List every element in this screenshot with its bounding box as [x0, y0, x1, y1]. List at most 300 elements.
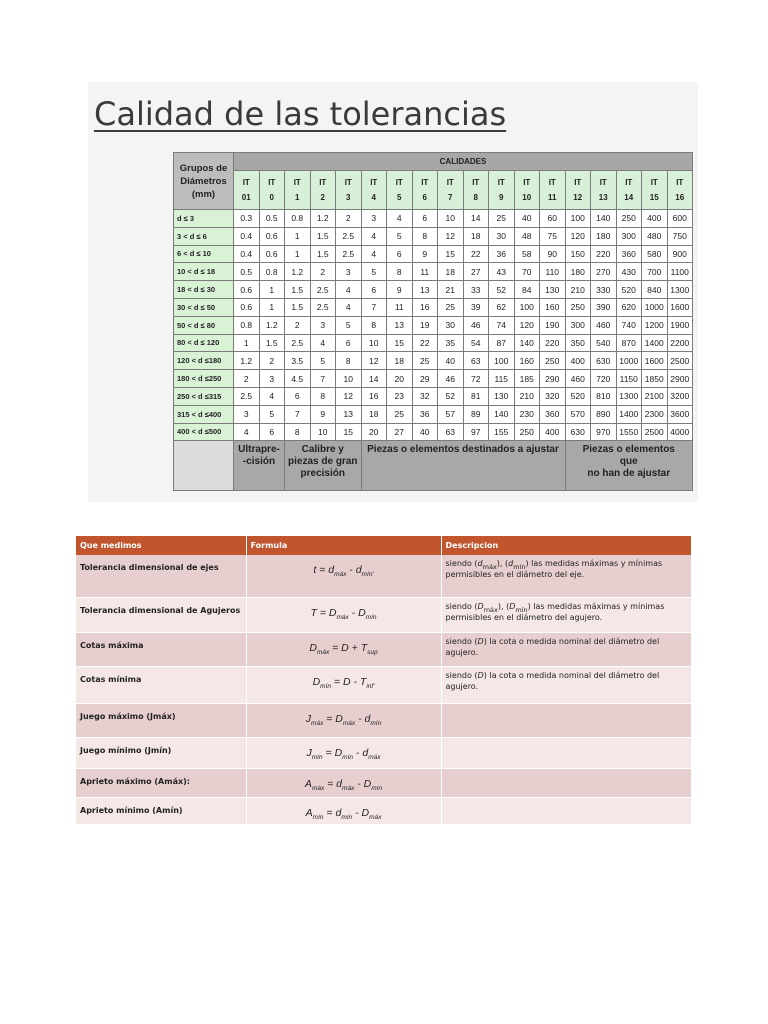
tolerance-row	[174, 281, 693, 299]
tolerance-value: 540	[591, 334, 617, 352]
grade-header: IT 13	[591, 171, 617, 210]
tolerance-value: 2500	[667, 352, 693, 370]
tolerance-value: 5	[310, 352, 336, 370]
diameter-range: 6 < d ≤ 10	[174, 245, 234, 263]
tolerance-value: 1.5	[259, 334, 285, 352]
grade-header: IT 5	[387, 171, 413, 210]
tolerance-value: 140	[591, 210, 617, 228]
tolerance-value: 520	[565, 387, 591, 405]
tolerance-value: 57	[438, 405, 464, 423]
tolerance-value: 1550	[616, 423, 642, 441]
tolerance-value: 60	[540, 210, 566, 228]
tolerance-value: 33	[463, 281, 489, 299]
header-what: Que medimos	[76, 536, 246, 555]
tolerance-value: 63	[438, 423, 464, 441]
tolerance-value: 3	[361, 210, 387, 228]
tolerance-value: 3	[336, 263, 362, 281]
tolerance-value: 40	[514, 210, 540, 228]
tolerance-value: 25	[489, 210, 515, 228]
tolerance-value: 1850	[642, 370, 668, 388]
diameter-range: 180 < d ≤250	[174, 370, 234, 388]
tolerance-value: 0.4	[234, 245, 260, 263]
formula-cell	[246, 555, 441, 597]
tolerance-row	[174, 298, 693, 316]
tolerance-value: 54	[463, 334, 489, 352]
tolerance-value: 12	[361, 352, 387, 370]
tolerance-value: 25	[387, 405, 413, 423]
tolerance-value: 1.2	[310, 210, 336, 228]
tolerance-value: 84	[514, 281, 540, 299]
tolerance-value: 25	[438, 298, 464, 316]
tolerance-value: 700	[642, 263, 668, 281]
subscript: máx	[483, 605, 498, 614]
grade-header: IT 10	[514, 171, 540, 210]
text-fragment: A	[304, 777, 312, 790]
grade-header: IT 16	[667, 171, 693, 210]
tolerance-value: 6	[336, 334, 362, 352]
subscript: máx	[482, 563, 497, 571]
tolerance-value: 360	[540, 405, 566, 423]
tolerance-row	[174, 423, 693, 441]
tolerance-value: 350	[565, 334, 591, 352]
subscript: máx	[336, 613, 349, 621]
tolerance-value: 8	[387, 263, 413, 281]
text-fragment: = D	[323, 712, 343, 725]
tolerance-value: 1.2	[234, 352, 260, 370]
description-cell	[441, 797, 691, 824]
grade-header-row	[174, 171, 693, 210]
tolerance-value: 5	[259, 405, 285, 423]
tolerance-value: 75	[540, 227, 566, 245]
tolerance-value: 360	[616, 245, 642, 263]
tolerance-value: 70	[514, 263, 540, 281]
tolerance-value: 5	[336, 316, 362, 334]
tolerance-value: 4	[336, 281, 362, 299]
tolerance-value: 210	[565, 281, 591, 299]
formula-row	[76, 768, 691, 797]
tolerance-value: 870	[616, 334, 642, 352]
tolerance-row	[174, 387, 693, 405]
formula-cell	[246, 703, 441, 737]
grade-header: IT 11	[540, 171, 566, 210]
tolerance-value: 1150	[616, 370, 642, 388]
tolerance-value: 25	[412, 352, 438, 370]
formula-cell	[246, 597, 441, 632]
tolerance-value: 1000	[642, 298, 668, 316]
tolerance-value: 4	[387, 210, 413, 228]
tolerance-value: 6	[387, 245, 413, 263]
tolerance-value: 155	[489, 423, 515, 441]
tolerance-value: 18	[438, 263, 464, 281]
description-cell	[441, 703, 691, 737]
formulas-table	[76, 536, 692, 825]
tolerance-value: 2	[234, 370, 260, 388]
tolerance-value: 10	[438, 210, 464, 228]
tolerance-value: 30	[489, 227, 515, 245]
tolerance-value: 6	[285, 387, 311, 405]
tolerance-value: 12	[336, 387, 362, 405]
tolerance-value: 22	[412, 334, 438, 352]
tolerance-value: 2.5	[234, 387, 260, 405]
tolerance-value: 9	[412, 245, 438, 263]
tolerance-value: 23	[387, 387, 413, 405]
tolerance-value: 13	[412, 281, 438, 299]
tolerance-value: 970	[591, 423, 617, 441]
measure-name: Aprieto mínimo (Amín)	[76, 797, 246, 824]
subscript: máx	[334, 571, 347, 578]
tolerance-value: 1100	[667, 263, 693, 281]
tolerance-value: 320	[540, 387, 566, 405]
tolerance-value: 4	[336, 298, 362, 316]
header-formula: Formula	[246, 536, 441, 555]
grade-header: IT 3	[336, 171, 362, 210]
tolerance-row	[174, 210, 693, 228]
text-fragment: - d	[355, 712, 371, 725]
formula-cell	[246, 797, 441, 824]
tolerance-value: 160	[514, 352, 540, 370]
tolerance-value: 0.8	[285, 210, 311, 228]
text-fragment: - d	[346, 564, 362, 576]
tolerance-value: 400	[565, 352, 591, 370]
tolerance-value: 15	[336, 423, 362, 441]
tolerance-value: 21	[438, 281, 464, 299]
text-fragment: A	[305, 806, 313, 819]
formula-row	[76, 666, 691, 703]
tolerance-value: 130	[540, 281, 566, 299]
text-fragment: t = d	[313, 564, 335, 576]
subscript: mín'	[361, 571, 374, 578]
tolerance-value: 140	[489, 405, 515, 423]
measure-name: Tolerancia dimensional de ejes	[76, 555, 246, 597]
tolerance-value: 120	[514, 316, 540, 334]
text-fragment: siendo (	[445, 601, 478, 611]
tolerance-value: 46	[438, 370, 464, 388]
measure-name: Aprieto máximo (Amáx):	[76, 768, 246, 797]
description-cell	[441, 768, 691, 797]
formula-row	[76, 703, 691, 737]
tolerance-value: 100	[489, 352, 515, 370]
tolerance-value: 0.8	[259, 263, 285, 281]
subscript: máx	[369, 813, 382, 821]
text-fragment: = d	[323, 806, 342, 819]
diameter-range: 30 < d ≤ 50	[174, 298, 234, 316]
tolerance-value: 18	[387, 352, 413, 370]
measure-name: Cotas mínima	[76, 666, 246, 703]
variable: D	[477, 601, 484, 611]
text-fragment: - D	[348, 606, 366, 619]
tolerance-value: 100	[514, 298, 540, 316]
subscript: mín	[513, 563, 526, 571]
tolerance-row	[174, 352, 693, 370]
tolerance-value: 22	[463, 245, 489, 263]
tolerance-value: 5	[361, 263, 387, 281]
subscript: mín	[312, 813, 324, 821]
tolerance-value: 13	[336, 405, 362, 423]
tolerance-value: 620	[616, 298, 642, 316]
subscript: sup	[367, 648, 378, 656]
footer-calibre: Calibre y piezas de gran precisión	[285, 441, 362, 491]
tolerance-value: 250	[514, 423, 540, 441]
subscript: mín	[320, 682, 332, 690]
tolerance-value: 9	[310, 405, 336, 423]
tolerance-value: 11	[412, 263, 438, 281]
grade-header: IT 2	[310, 171, 336, 210]
text-fragment: ) las medidas máximas y mínimas permisibles en el diámetro del agujero.	[445, 601, 665, 622]
tolerance-value: 35	[438, 334, 464, 352]
tolerance-row	[174, 370, 693, 388]
tolerance-value: 27	[387, 423, 413, 441]
text-fragment: = D + T	[329, 641, 368, 654]
tolerance-value: 7	[285, 405, 311, 423]
tolerance-value: 300	[616, 227, 642, 245]
header-description: Descripcion	[441, 536, 691, 555]
grade-header: IT 6	[412, 171, 438, 210]
tolerance-value: 1	[259, 281, 285, 299]
tolerance-value: 10	[361, 334, 387, 352]
tolerance-value: 1	[285, 227, 311, 245]
tolerance-value: 27	[463, 263, 489, 281]
tolerance-value: 52	[438, 387, 464, 405]
description-cell	[441, 737, 691, 768]
tolerance-value: 480	[642, 227, 668, 245]
grade-header: IT 0	[259, 171, 285, 210]
tolerance-value: 210	[514, 387, 540, 405]
tolerance-row	[174, 245, 693, 263]
tolerance-value: 1.2	[259, 316, 285, 334]
tolerance-value: 1.5	[285, 281, 311, 299]
tolerance-value: 36	[412, 405, 438, 423]
formulas-header-row	[76, 536, 691, 555]
measure-name: Tolerancia dimensional de Agujeros	[76, 597, 246, 632]
footer-ajustar: Piezas o elementos destinados a ajustar	[361, 441, 565, 491]
tolerance-value: 40	[412, 423, 438, 441]
tolerance-value: 520	[616, 281, 642, 299]
text-fragment: = d	[324, 777, 343, 790]
tolerance-value: 2.5	[336, 227, 362, 245]
formula-cell	[246, 768, 441, 797]
subscript: máx	[342, 719, 356, 727]
tolerance-value: 1	[285, 245, 311, 263]
subscript: inf'	[366, 682, 375, 690]
tolerance-value: 58	[514, 245, 540, 263]
description-cell	[441, 597, 691, 632]
tolerance-value: 2200	[667, 334, 693, 352]
subscript: máx	[316, 648, 330, 656]
tolerance-value: 8	[412, 227, 438, 245]
tolerance-value: 39	[463, 298, 489, 316]
tolerance-value: 290	[540, 370, 566, 388]
tolerance-value: 810	[591, 387, 617, 405]
formula-row	[76, 597, 691, 632]
subscript: mín	[515, 605, 528, 614]
tolerance-row	[174, 227, 693, 245]
tolerance-value: 81	[463, 387, 489, 405]
tolerance-value: 390	[591, 298, 617, 316]
text-fragment: siendo (	[445, 636, 478, 646]
text-fragment: ) las medidas máximas y mínimas permisibles en el diámetro del eje.	[445, 559, 663, 579]
tolerance-value: 4000	[667, 423, 693, 441]
variable: d	[477, 559, 483, 568]
text-fragment: T = D	[310, 606, 337, 619]
grade-header: IT 15	[642, 171, 668, 210]
tolerance-value: 15	[438, 245, 464, 263]
tolerance-value: 300	[565, 316, 591, 334]
tolerance-value: 74	[489, 316, 515, 334]
subscript: mín	[365, 613, 377, 621]
tolerance-value: 4	[361, 245, 387, 263]
tolerance-value: 36	[489, 245, 515, 263]
grade-header: IT 1	[285, 171, 311, 210]
tolerance-value: 13	[387, 316, 413, 334]
tolerance-value: 130	[489, 387, 515, 405]
footer-no-ajustar: Piezas o elementos que no han de ajustar	[565, 441, 693, 491]
tolerance-value: 0.6	[259, 227, 285, 245]
tolerance-value: 400	[642, 210, 668, 228]
tolerance-value: 230	[514, 405, 540, 423]
tolerance-value: 2	[285, 316, 311, 334]
tolerance-value: 8	[285, 423, 311, 441]
grade-header: IT 9	[489, 171, 515, 210]
slide-title: Calidad de las tolerancias	[94, 95, 507, 133]
tolerance-value: 2100	[642, 387, 668, 405]
tolerance-value: 250	[616, 210, 642, 228]
formula-row	[76, 737, 691, 768]
tolerance-value: 4	[259, 387, 285, 405]
tolerance-value: 180	[591, 227, 617, 245]
tolerance-value: 4	[234, 423, 260, 441]
tolerance-value: 2900	[667, 370, 693, 388]
tolerance-value: 7	[310, 370, 336, 388]
text-fragment: ), (	[497, 601, 510, 611]
diameter-range: 80 < d ≤ 120	[174, 334, 234, 352]
tolerance-value: 18	[463, 227, 489, 245]
tolerance-value: 1600	[667, 298, 693, 316]
formula-row	[76, 797, 691, 824]
tolerance-value: 16	[412, 298, 438, 316]
subscript: máx	[342, 784, 355, 792]
tolerance-value: 570	[565, 405, 591, 423]
tolerance-value: 250	[540, 352, 566, 370]
tolerance-value: 1.5	[285, 298, 311, 316]
tolerance-value: 0.6	[234, 281, 260, 299]
grade-header: IT 14	[616, 171, 642, 210]
tolerance-value: 0.3	[234, 210, 260, 228]
description-cell	[441, 632, 691, 666]
tolerance-value: 3	[259, 370, 285, 388]
tolerance-value: 740	[616, 316, 642, 334]
tolerance-value: 19	[412, 316, 438, 334]
tolerance-value: 1000	[616, 352, 642, 370]
tolerance-value: 48	[514, 227, 540, 245]
tolerance-value: 3	[310, 316, 336, 334]
tolerance-value: 3200	[667, 387, 693, 405]
tolerance-value: 72	[463, 370, 489, 388]
text-fragment: ) la cota o medida nominal del diámetro del agujero.	[445, 636, 660, 657]
tolerance-value: 0.8	[234, 316, 260, 334]
footer-ultraprecision: Ultrapre- -cisión	[234, 441, 285, 491]
tolerance-value: 8	[361, 316, 387, 334]
diameter-range: d ≤ 3	[174, 210, 234, 228]
subscript: mín	[311, 753, 323, 761]
subscript: mín	[341, 813, 353, 821]
tolerance-value: 1.2	[285, 263, 311, 281]
tolerance-value: 32	[412, 387, 438, 405]
tolerance-value: 8	[336, 352, 362, 370]
tolerance-value: 0.5	[259, 210, 285, 228]
diameter-range: 120 < d ≤180	[174, 352, 234, 370]
tolerance-value: 14	[361, 370, 387, 388]
tolerance-value: 4	[310, 334, 336, 352]
tolerance-value: 52	[489, 281, 515, 299]
description-cell	[441, 555, 691, 597]
text-fragment: = D - T	[331, 675, 367, 688]
tolerance-value: 20	[387, 370, 413, 388]
tolerance-value: 900	[667, 245, 693, 263]
tolerance-value: 190	[540, 316, 566, 334]
tolerance-value: 1.5	[310, 245, 336, 263]
tolerance-value: 100	[565, 210, 591, 228]
tolerance-value: 63	[463, 352, 489, 370]
tolerance-value: 140	[514, 334, 540, 352]
tolerance-value: 220	[540, 334, 566, 352]
diameter-range: 250 < d ≤315	[174, 387, 234, 405]
tolerance-value: 630	[565, 423, 591, 441]
tolerance-value: 12	[438, 227, 464, 245]
formula-cell	[246, 737, 441, 768]
tolerance-value: 2.5	[285, 334, 311, 352]
tolerance-value: 6	[412, 210, 438, 228]
grade-header: IT 7	[438, 171, 464, 210]
tolerance-value: 110	[540, 263, 566, 281]
grade-header: IT 8	[463, 171, 489, 210]
text-fragment: - d	[353, 746, 369, 759]
tolerance-value: 11	[387, 298, 413, 316]
tolerance-value: 4	[361, 227, 387, 245]
tolerance-value: 7	[361, 298, 387, 316]
diameter-range: 400 < d ≤500	[174, 423, 234, 441]
variable: D	[477, 670, 484, 680]
tolerance-value: 185	[514, 370, 540, 388]
tolerance-value: 330	[591, 281, 617, 299]
formula-row	[76, 632, 691, 666]
tolerance-value: 3.5	[285, 352, 311, 370]
tolerance-value: 0.6	[234, 298, 260, 316]
tolerance-value: 890	[591, 405, 617, 423]
tolerance-value: 1300	[616, 387, 642, 405]
tolerance-value: 1300	[667, 281, 693, 299]
formula-cell	[246, 632, 441, 666]
tolerance-value: 220	[591, 245, 617, 263]
tolerance-value: 150	[565, 245, 591, 263]
tolerance-value: 750	[667, 227, 693, 245]
grade-header: IT 4	[361, 171, 387, 210]
measure-name: Juego mínimo (Jmín)	[76, 737, 246, 768]
tolerance-value: 1400	[616, 405, 642, 423]
tolerance-value: 2.5	[310, 281, 336, 299]
text-fragment: - D	[354, 777, 372, 790]
tolerance-value: 840	[642, 281, 668, 299]
description-cell	[441, 666, 691, 703]
tolerance-value: 4.5	[285, 370, 311, 388]
tolerance-value: 0.6	[259, 245, 285, 263]
tolerance-value: 40	[438, 352, 464, 370]
tolerance-value: 460	[591, 316, 617, 334]
tolerance-value: 90	[540, 245, 566, 263]
text-fragment: ) la cota o medida nominal del diámetro del agujero.	[445, 670, 660, 691]
tolerance-value: 460	[565, 370, 591, 388]
tolerance-row	[174, 263, 693, 281]
tolerance-value: 120	[565, 227, 591, 245]
